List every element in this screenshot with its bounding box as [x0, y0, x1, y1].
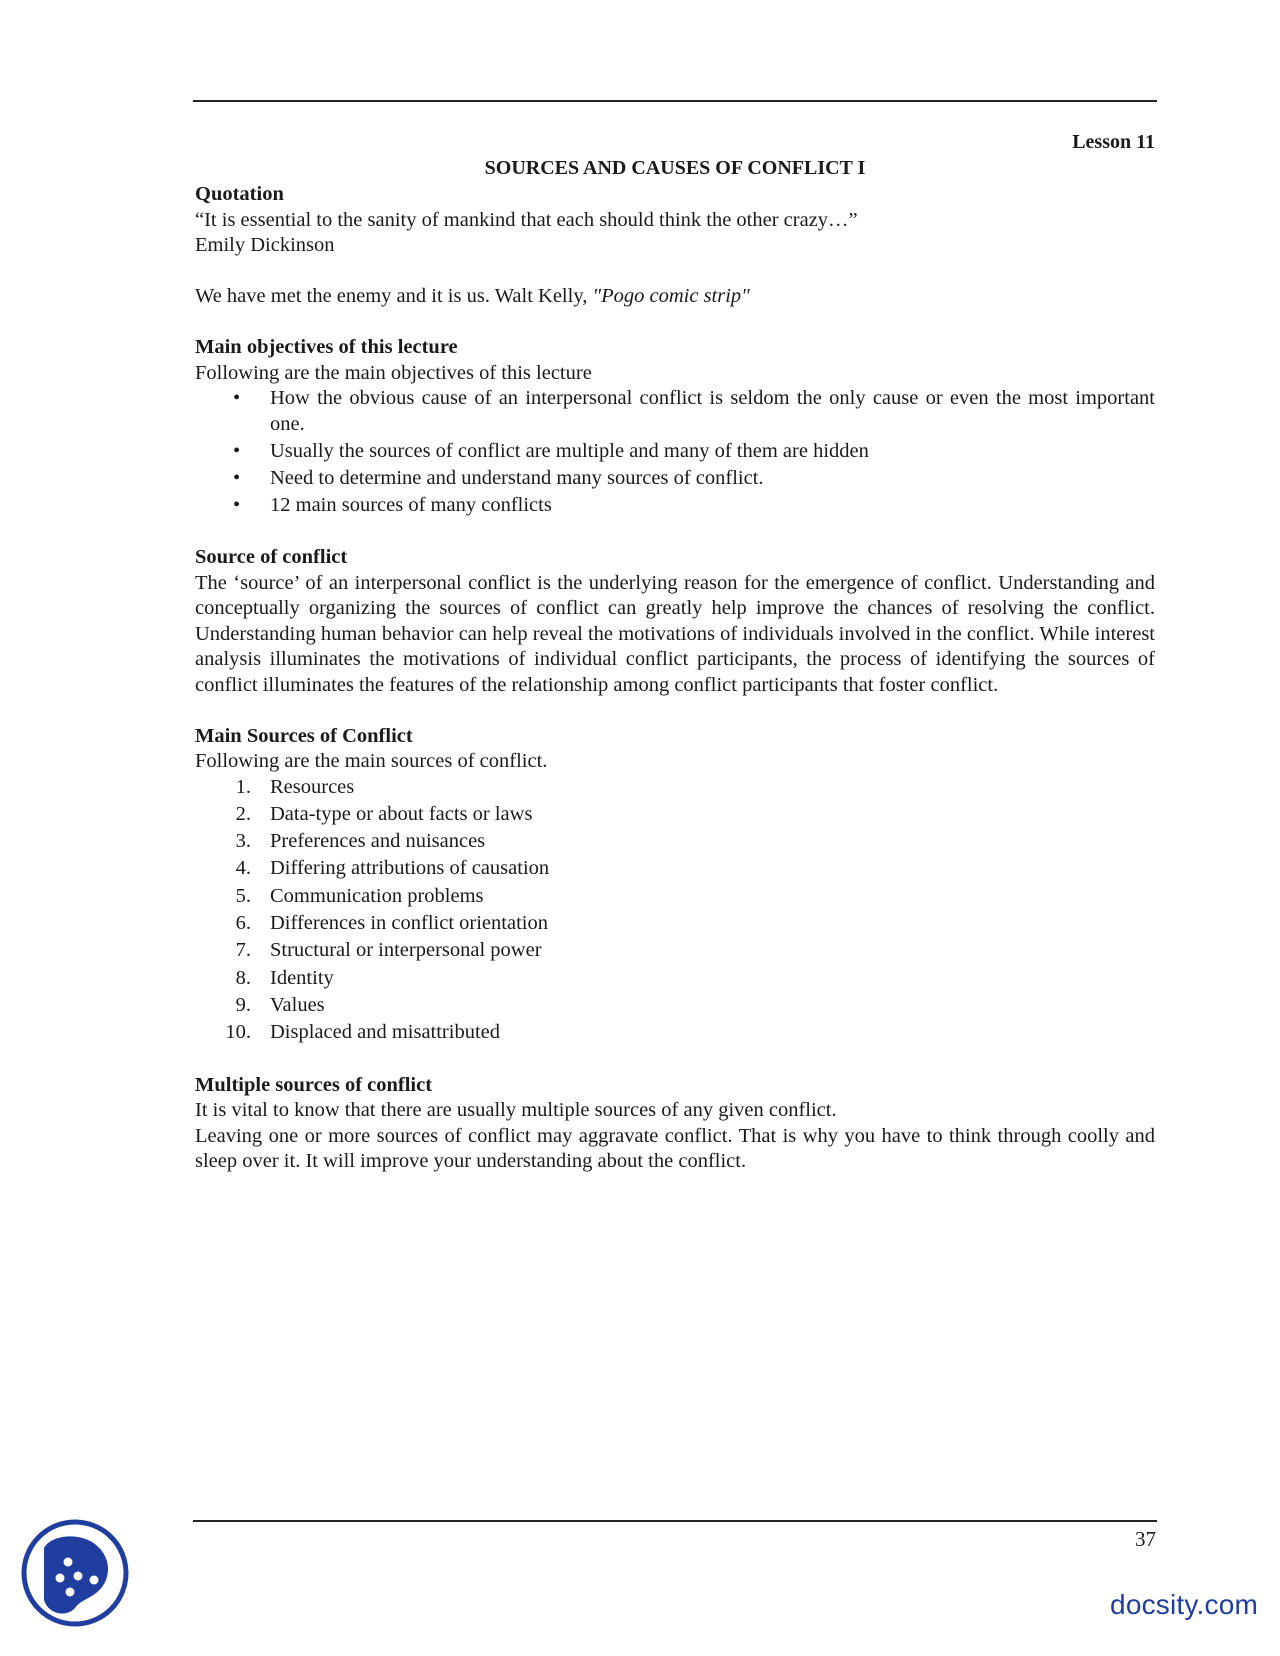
- item-number: 7.: [235, 939, 251, 962]
- list-item-text: Usually the sources of conflict are multiple and many of them are hidden: [270, 439, 869, 462]
- list-item: [195, 1020, 1155, 1046]
- item-text: Values: [270, 993, 325, 1016]
- top-rule: [193, 100, 1157, 102]
- item-text: Resources: [270, 775, 355, 798]
- item-text: Differences in conflict orientation: [270, 911, 548, 934]
- item-number: 6.: [235, 911, 251, 934]
- quotation-heading: Quotation: [195, 183, 284, 205]
- bullet-icon: •: [233, 387, 241, 409]
- list-item: [195, 802, 1155, 828]
- item-number: 1.: [235, 775, 251, 798]
- item-number: 8.: [235, 966, 251, 989]
- bullet-icon: •: [233, 439, 241, 462]
- list-item: [195, 775, 1155, 801]
- page-content: [195, 130, 1155, 1175]
- quotation-author: Emily Dickinson: [195, 234, 335, 256]
- list-item: [195, 493, 1155, 519]
- item-number: 3.: [235, 830, 251, 853]
- bullet-icon: •: [233, 493, 241, 516]
- list-item: [195, 856, 1155, 882]
- list-item: [195, 966, 1155, 992]
- item-number: 10.: [225, 1021, 251, 1044]
- second-quotation-source: "Pogo comic strip": [592, 285, 750, 307]
- second-quotation: [195, 284, 1155, 310]
- page-title: SOURCES AND CAUSES OF CONFLICT I: [484, 156, 866, 179]
- list-item-text: Need to determine and understand many sources of conflict.: [270, 466, 764, 489]
- item-text: Communication problems: [270, 884, 484, 907]
- multiple-line-1: It is vital to know that there are usually multiple sources of any given conflict.: [195, 1099, 837, 1122]
- source-heading: Source of conflict: [195, 546, 348, 568]
- second-quotation-text: We have met the enemy and it is us. Walt Kelly,: [195, 285, 593, 307]
- item-text: Differing attributions of causation: [270, 857, 550, 880]
- list-item: [195, 938, 1155, 964]
- item-text: Identity: [270, 966, 334, 989]
- objectives-heading: Main objectives of this lecture: [195, 336, 458, 358]
- main-sources-heading: Main Sources of Conflict: [195, 724, 413, 747]
- item-text: Structural or interpersonal power: [270, 939, 542, 962]
- multiple-line-2: Leaving one or more sources of conflict may aggravate conflict. That is why you have to think through coolly and sleep over it. It will improve your understanding about the conflict.: [195, 1124, 1155, 1173]
- item-number: 5.: [235, 884, 251, 907]
- list-item-text: How the obvious cause of an interpersonal conflict is seldom the only cause or even the most important one.: [270, 387, 1155, 435]
- multiple-heading: Multiple sources of conflict: [195, 1073, 433, 1096]
- item-text: Data-type or about facts or laws: [270, 802, 533, 825]
- item-text: Displaced and misattributed: [270, 1021, 500, 1044]
- main-sources-intro: Following are the main sources of conflict.: [195, 750, 548, 772]
- docsity-logo-icon[interactable]: [20, 1518, 130, 1628]
- item-number: 2.: [235, 802, 251, 825]
- item-text: Preferences and nuisances: [270, 830, 486, 853]
- main-sources-list: [195, 775, 1155, 1046]
- bottom-rule: [193, 1520, 1157, 1522]
- source-body: The ‘source’ of an interpersonal conflict is the underlying reason for the emergence of conflict. Understanding and conceptually organizing the sources of conflict can greatly help improve the chances of resolving the conflict. Understanding human behavior can help reveal the motivations of individuals involved in the conflict. While interest analysis illuminates the motivations of individual conflict participants, the process of identifying the sources of conflict illuminates the features of the relationship among conflict participants that foster conflict.: [195, 571, 1155, 696]
- list-item: [195, 993, 1155, 1019]
- docsity-brand-link[interactable]: docsity.com: [1110, 1589, 1258, 1620]
- list-item: [195, 911, 1155, 937]
- objectives-list: [195, 386, 1155, 518]
- item-number: 4.: [235, 857, 251, 880]
- bullet-icon: •: [233, 466, 241, 489]
- list-item: [195, 829, 1155, 855]
- list-item: [195, 466, 1155, 492]
- objectives-intro: Following are the main objectives of this lecture: [195, 361, 592, 384]
- item-number: 9.: [235, 993, 251, 1016]
- lesson-label: Lesson 11: [1072, 131, 1155, 153]
- list-item: [195, 884, 1155, 910]
- list-item: [195, 439, 1155, 465]
- page-number: 37: [1135, 1527, 1156, 1551]
- list-item: [195, 386, 1155, 437]
- list-item-text: 12 main sources of many conflicts: [270, 493, 552, 516]
- quotation-text: “It is essential to the sanity of mankind that each should think the other crazy…”: [195, 208, 858, 231]
